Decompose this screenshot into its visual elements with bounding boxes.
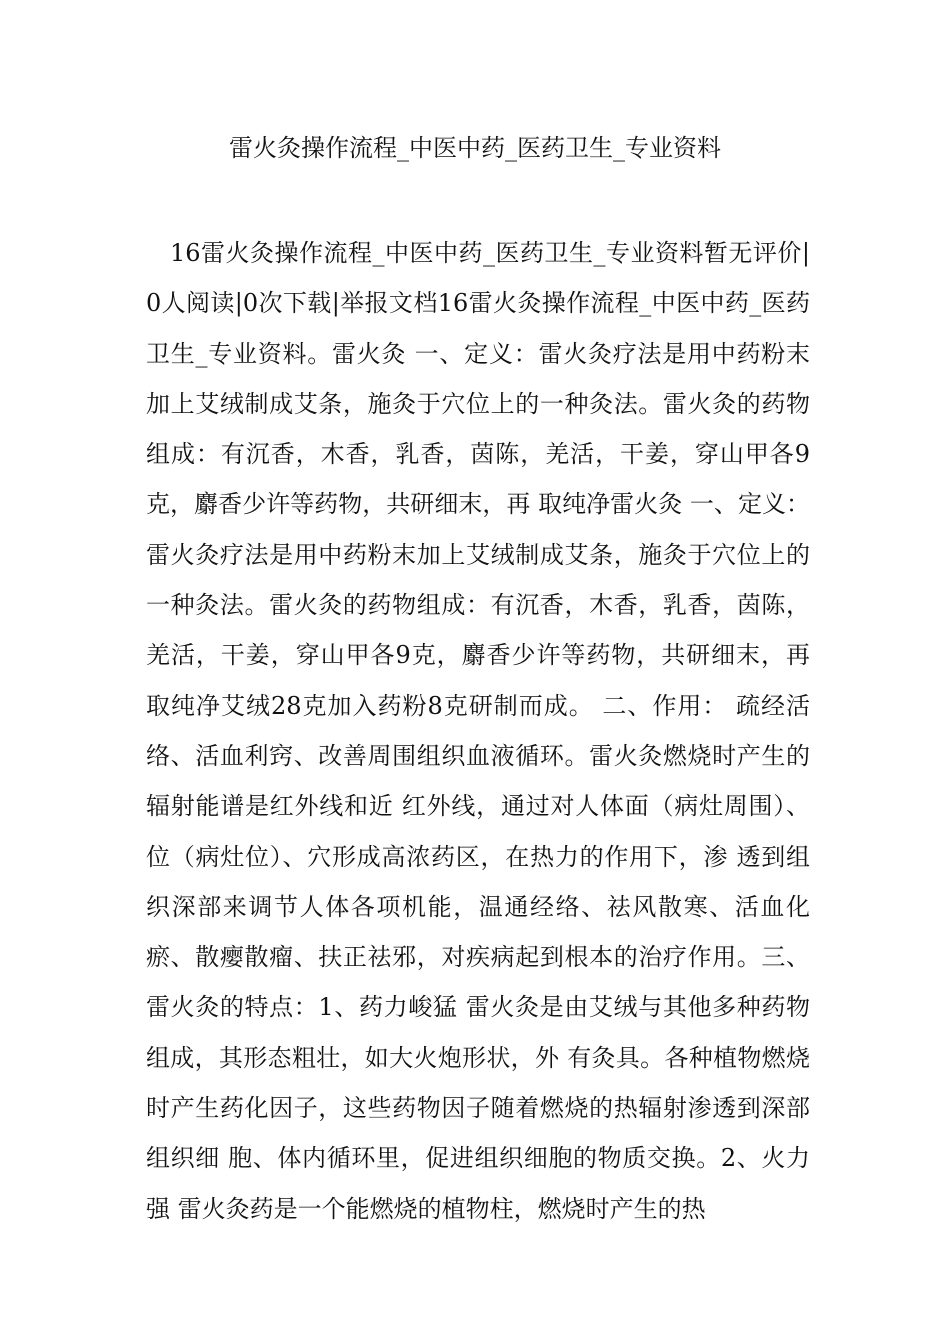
document-title: 雷火灸操作流程_中医中药_医药卫生_专业资料: [229, 134, 721, 162]
document-body-text: 16雷火灸操作流程_中医中药_医药卫生_专业资料暂无评价|0人阅读|0次下载|举报文档16雷火灸操作流程_中医中药_医药卫生_专业资料。雷火灸 一、定义：雷火灸疗法是用中药粉末加上艾绒制成艾条，施灸于穴位上的一种灸法。雷火灸的药物组成：有沉香，木香，乳香，茵陈，羌活，干姜，穿山甲各9克，麝香少许等药物，共研细末，再 取纯净雷火灸 一、定义：雷火灸疗法是用中药粉末加上艾绒制成艾条，施灸于穴位上的一种灸法。雷火灸的药物组成：有沉香，木香，乳香，茵陈，羌活，干姜，穿山甲各9克，麝香少许等药物，共研细末，再 取纯净艾绒28克加入药粉8克研制而成。 二、作用： 疏经活络、活血利窍、改善周围组织血液循环。雷火灸燃烧时产生的辐射能谱是红外线和近 红外线，通过对人体面（病灶周围）、位（病灶位）、穴形成高浓药区，在热力的作用下，渗 透到组织深部来调节人体各项机能，温通经络、祛风散寒、活血化瘀、散瘿散瘤、扶正祛邪，对疾病起到根本的治疗作用。三、雷火灸的特点：1、药力峻猛 雷火灸是由艾绒与其他多种药物组成，其形态粗壮，如大火炮形状，外 有灸具。各种植物燃烧时产生药化因子，这些药物因子随着燃烧的热辐射渗透到深部组织细 胞、体内循环里，促进组织细胞的物质交换。2、火力强 雷火灸药是一个能燃烧的植物柱，燃烧时产生的热: [146, 239, 810, 1223]
